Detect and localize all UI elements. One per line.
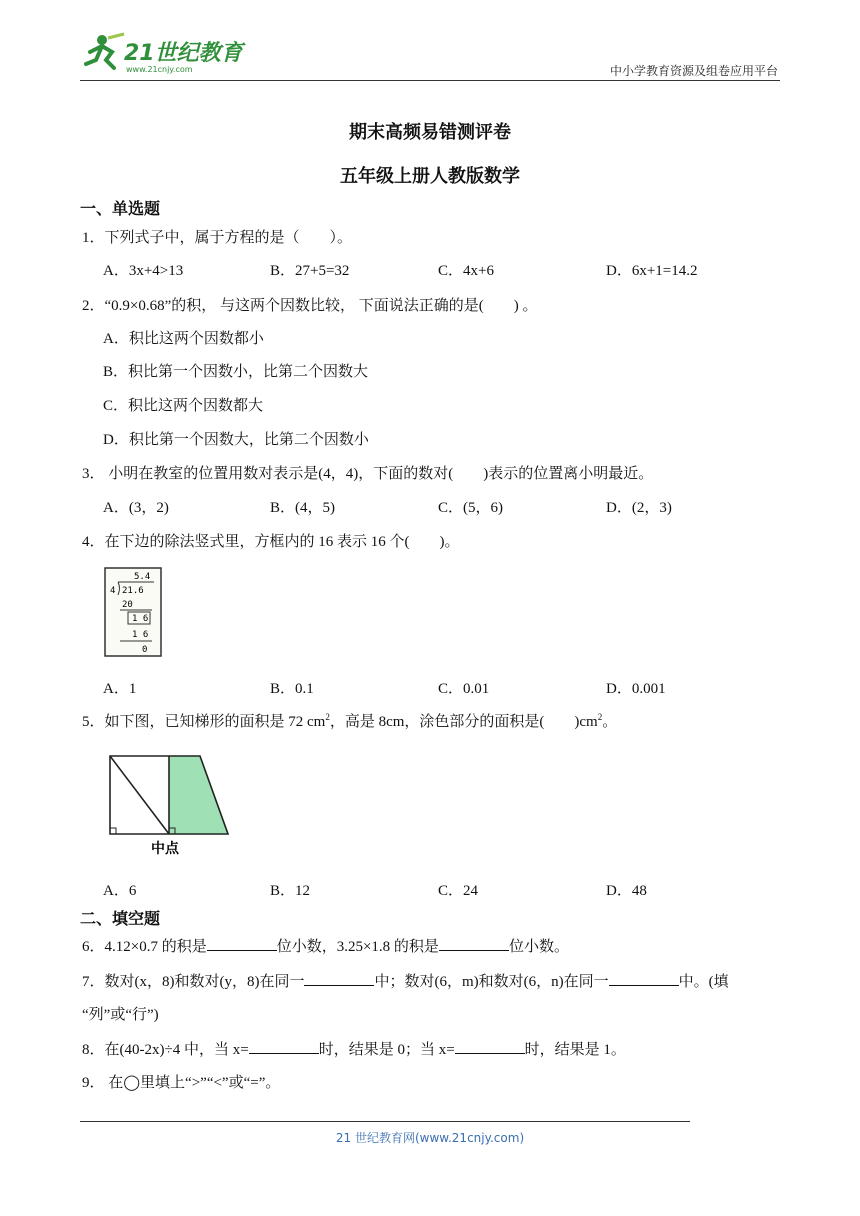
page-title: 期末高频易错测评卷: [349, 122, 511, 143]
answer-blank[interactable]: [249, 1039, 319, 1054]
answer-blank[interactable]: [609, 971, 679, 986]
question-2-option-d: D．积比第一个因数大，比第二个因数小: [103, 432, 369, 448]
question-3-stem: 3． 小明在教室的位置用数对表示是(4，4)，下面的数对( )表示的位置离小明最近。: [82, 466, 654, 482]
question-4-option-d: D．0.001: [606, 681, 666, 697]
svg-text:0: 0: [142, 645, 148, 655]
answer-blank[interactable]: [439, 936, 509, 951]
question-4-option-c: C．0.01: [438, 681, 490, 697]
answer-blank[interactable]: [304, 971, 374, 986]
question-3-option-d: D．(2，3): [606, 500, 672, 516]
question-2-option-a: A．积比这两个因数都小: [103, 331, 264, 347]
svg-text:21.6: 21.6: [122, 586, 144, 596]
header-platform-text: 中小学教育资源及组卷应用平台: [609, 64, 778, 78]
question-9-stem: 9． 在◯里填上“>”“<”或“=”。: [82, 1075, 281, 1091]
answer-blank[interactable]: [207, 936, 277, 951]
page-subtitle: 五年级上册人教版数学: [340, 166, 520, 187]
question-5-option-c: C．24: [438, 883, 479, 899]
question-5-stem: 5．如下图，已知梯形的面积是 72 $cm^2$，高是 8cm，涂色部分的面积是( )$cm^2$。: [82, 712, 618, 730]
question-2-stem: 2．“0.9×0.68”的积， 与这两个因数比较， 下面说法正确的是( ) 。: [82, 298, 538, 314]
question-1-option-c: C．4x+6: [438, 263, 494, 279]
question-4-stem: 4．在下边的除法竖式里，方框内的 16 表示 16 个( )。: [82, 534, 460, 550]
svg-text:4: 4: [110, 586, 116, 596]
svg-text:www.21cnjy.com: www.21cnjy.com: [126, 65, 193, 74]
question-3-option-a: A．(3，2): [103, 500, 169, 516]
question-5-option-b: B．12: [270, 883, 311, 899]
question-1-option-b: B．27+5=32: [270, 263, 350, 279]
division-figure: [104, 567, 162, 662]
svg-text:5.4: 5.4: [134, 572, 151, 582]
question-7-stem: 7．数对(x，8)和数对(y，8)在同一 中；数对(6，m)和数对(6，n)在同一 中。(填: [82, 970, 729, 991]
question-8-stem: 8．在(40-2x)÷4 中，当 x= 时，结果是 0；当 x= 时，结果是 1。: [82, 1038, 626, 1059]
header-divider: [80, 80, 780, 81]
question-7-stem-continued: “列”或“行”): [82, 1007, 159, 1023]
logo-runner-icon: [80, 30, 255, 78]
svg-text:21世纪教育: 21世纪教育: [124, 41, 243, 66]
svg-text:20: 20: [122, 600, 133, 610]
question-1-stem: 1．下列式子中，属于方程的是（ ）。: [82, 230, 353, 246]
logo: [80, 30, 255, 78]
question-4-option-b: B．0.1: [270, 681, 314, 697]
svg-text:1 6: 1 6: [132, 630, 149, 640]
svg-text:中点: 中点: [151, 841, 179, 857]
question-2-option-b: B．积比第一个因数小，比第二个因数大: [103, 364, 369, 380]
trapezoid-figure: [104, 752, 234, 865]
question-3-option-c: C．(5，6): [438, 500, 503, 516]
question-5-option-d: D．48: [606, 883, 647, 899]
question-3-option-b: B．(4，5): [270, 500, 335, 516]
footer-divider: [80, 1121, 690, 1122]
footer-link[interactable]: 21 世纪教育网(www.21cnjy.com): [335, 1131, 525, 1145]
section-heading-single-choice: 一、单选题: [80, 199, 161, 218]
question-2-option-c: C．积比这两个因数都大: [103, 398, 264, 414]
question-4-option-a: A．1: [103, 681, 137, 697]
svg-text:1 6: 1 6: [132, 614, 149, 624]
question-1-option-d: D．6x+1=14.2: [606, 263, 698, 279]
question-5-option-a: A．6: [103, 883, 137, 899]
answer-blank[interactable]: [455, 1039, 525, 1054]
section-heading-fill-blank: 二、填空题: [80, 909, 161, 928]
question-1-option-a: A．3x+4>13: [103, 263, 184, 279]
question-6-stem: 6．4.12×0.7 的积是 位小数，3.25×1.8 的积是 位小数。: [82, 935, 569, 956]
